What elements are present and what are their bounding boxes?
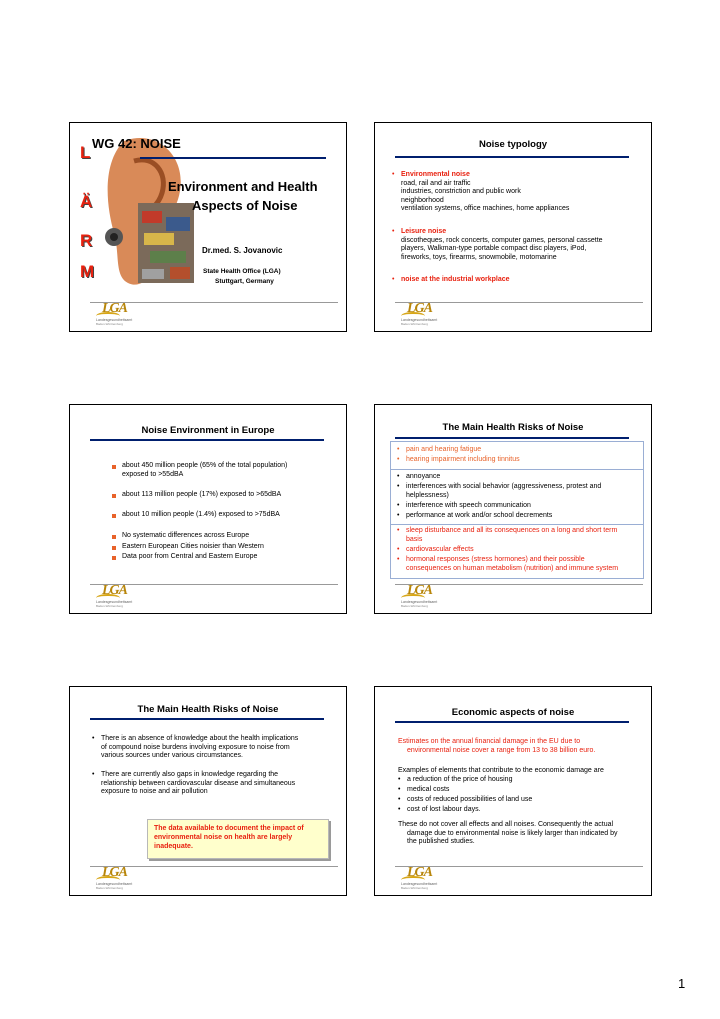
side-letter-l: L <box>80 143 91 162</box>
slide6-example-1: • a reduction of the price of housing <box>398 776 513 783</box>
side-letter-m: M <box>80 262 95 281</box>
slide5-title-underline <box>90 718 324 720</box>
slide3-footer-line <box>90 584 338 585</box>
slide2-title-underline <box>395 156 629 158</box>
lga-logo: LGA Landesgesundheitsamt Baden-Württemberg <box>96 865 133 890</box>
lga-logo: LGA Landesgesundheitsamt Baden-Württemberg <box>96 583 133 608</box>
slide5-bullet-2: • There are currently also gaps in knowledge regarding the relationship between cardiovascular disease and simultaneous exposure to noise and air pollution <box>92 771 296 795</box>
slide-economic-aspects <box>374 686 652 896</box>
slide-noise-environment: Noise Environment in Europe about 450 million people (65% of the total population) exposed to >55dBA about 113 million people (17%) exposed to >65dBA about 10 million people (1.4%) exposed to >75dBA No systematic differences across Europe Eastern European Cities noisier than Western Data poor from Central and Eastern Europe LGA Landesgesundheitsamt Baden-Württemberg <box>69 404 347 614</box>
slide1-office-line2: Stuttgart, Germany <box>215 278 274 285</box>
lga-logo: LGA Landesgesundheitsamt Baden-Württemberg <box>96 301 133 326</box>
lga-logo: LGA Landesgesundheitsamt Baden-Württemberg <box>401 583 438 608</box>
slide3-title-underline <box>90 439 324 441</box>
slide4-group-social: • annoyance • interferences with social behavior (aggressiveness, protest and helplessness) • interference with speech communication • performance at work and/or school decrements <box>391 469 643 525</box>
slide6-footer-line <box>395 866 643 867</box>
slide1-office-line1: State Health Office (LGA) <box>203 268 281 275</box>
slide5-footer-line <box>90 866 338 867</box>
slide4-title-underline <box>395 437 629 439</box>
slide3-title: Noise Environment in Europe <box>141 425 275 436</box>
slide1-title: WG 42: NOISE <box>92 136 181 151</box>
slide1-footer-line <box>90 302 338 303</box>
slide-title <box>69 122 347 332</box>
slide6-example-3: • costs of reduced possibilities of land use <box>398 796 533 803</box>
slide4-footer-line <box>395 584 643 585</box>
slide1-heading-line1: Environment and Health <box>168 179 318 194</box>
slide2-title: Noise typology <box>478 139 548 150</box>
slide-health-risks-gaps <box>69 686 347 896</box>
lga-logo: LGA Landesgesundheitsamt Baden-Württemberg <box>401 301 438 326</box>
slide6-intro: Estimates on the annual financial damage in the EU due to environmental noise cover a range from 13 to 38 billion euro. <box>398 738 596 754</box>
lga-logo: LGA Landesgesundheitsamt Baden-Württemberg <box>401 865 438 890</box>
slide2-item-environmental: • Environmental noise road, rail and air traffic industries, constriction and public work neighborhood ventilation systems, office machines, home appliances <box>392 171 570 212</box>
side-letter-ae: Ä <box>80 192 93 211</box>
slide2-item-workplace: • noise at the industrial workplace <box>392 276 510 283</box>
slide5-title: The Main Health Risks of Noise <box>137 704 279 715</box>
slide5-highlight-box: The data available to document the impact of environmental noise on health are largely inadequate. <box>147 819 329 859</box>
slide-noise-typology <box>374 122 652 332</box>
slide4-title: The Main Health Risks of Noise <box>442 422 584 433</box>
slide6-closing: These do not cover all effects and all noises. Consequently the actual damage due to environmental noise is likely larger than indicated by the published studies. <box>398 821 618 845</box>
slide5-bullet-1: • There is an absence of knowledge about the health implications of compound noise burdens involving exposure to noise from various sources under various circumstances. <box>92 735 299 759</box>
slide2-item-leisure: • Leisure noise discotheques, rock concerts, computer games, personal cassette players, Walkman-type portable compact disc players, iPod, fireworks, toys, firearms, snowmobile, motomarine <box>392 228 603 261</box>
slide6-examples-heading: Examples of elements that contribute to the economic damage are <box>398 767 604 774</box>
slide-health-risks <box>374 404 652 614</box>
slide4-risks-box <box>390 441 644 579</box>
slide6-title: Economic aspects of noise <box>451 707 575 718</box>
slide6-example-4: • cost of lost labour days. <box>398 806 481 813</box>
slide6-title-underline <box>395 721 629 723</box>
slide1-author: Dr.med. S. Jovanovic <box>202 246 283 255</box>
slide1-title-underline <box>140 157 326 159</box>
page-number: 1 <box>678 976 686 991</box>
slide6-example-2: • medical costs <box>398 786 450 793</box>
slide4-group-hearing: • pain and hearing fatigue • hearing impairment including tinnitus <box>391 442 643 470</box>
slide4-group-physiological: • sleep disturbance and all its consequences on a long and short term basis • cardiovascular effects • hormonal responses (stress hormones) and their possible consequences on human metabolism (nutrition) and immune system <box>397 527 619 572</box>
slide2-footer-line <box>395 302 643 303</box>
side-letter-r: R <box>80 231 93 250</box>
slide1-heading-line2: Aspects of Noise <box>192 198 298 213</box>
